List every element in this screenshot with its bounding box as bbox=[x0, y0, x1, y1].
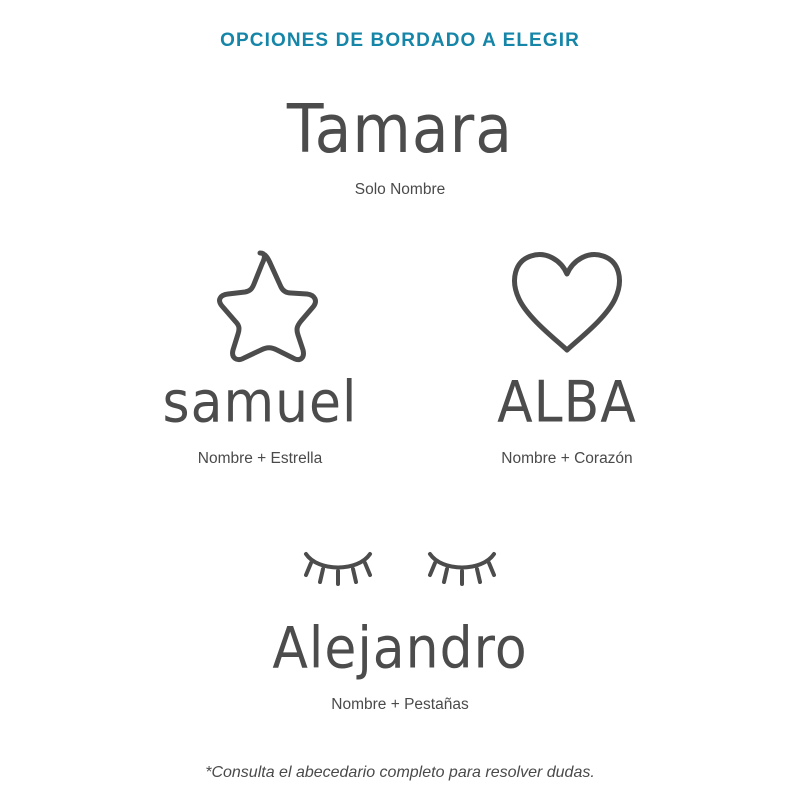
option-nombre-estrella bbox=[105, 240, 415, 468]
star-icon bbox=[199, 245, 321, 363]
option-solo-nombre bbox=[0, 90, 800, 199]
caption-nombre-pestanas: Nombre + Pestañas bbox=[331, 696, 469, 713]
heart-icon bbox=[508, 248, 626, 360]
name-sample-tamara: Tamara bbox=[286, 90, 514, 169]
option-nombre-corazon bbox=[412, 240, 722, 468]
eyelashes-icon bbox=[426, 542, 498, 588]
eyelashes-icon-wrap bbox=[0, 510, 800, 620]
name-sample-alba: ALBA bbox=[497, 369, 637, 436]
name-sample-samuel: samuel bbox=[162, 369, 358, 436]
footnote: *Consulta el abecedario completo para resolver dudas. bbox=[205, 764, 595, 781]
star-icon-wrap bbox=[105, 240, 415, 368]
option-nombre-pestanas bbox=[0, 510, 800, 714]
caption-solo-nombre: Solo Nombre bbox=[354, 181, 446, 198]
caption-nombre-estrella: Nombre + Estrella bbox=[197, 450, 323, 467]
caption-nombre-corazon: Nombre + Corazón bbox=[501, 450, 633, 467]
eyelashes-icon bbox=[302, 542, 374, 588]
heart-icon-wrap bbox=[412, 240, 722, 368]
name-sample-alejandro: Alejandro bbox=[272, 615, 528, 682]
page-title: OPCIONES DE BORDADO A ELEGIR bbox=[220, 30, 580, 51]
